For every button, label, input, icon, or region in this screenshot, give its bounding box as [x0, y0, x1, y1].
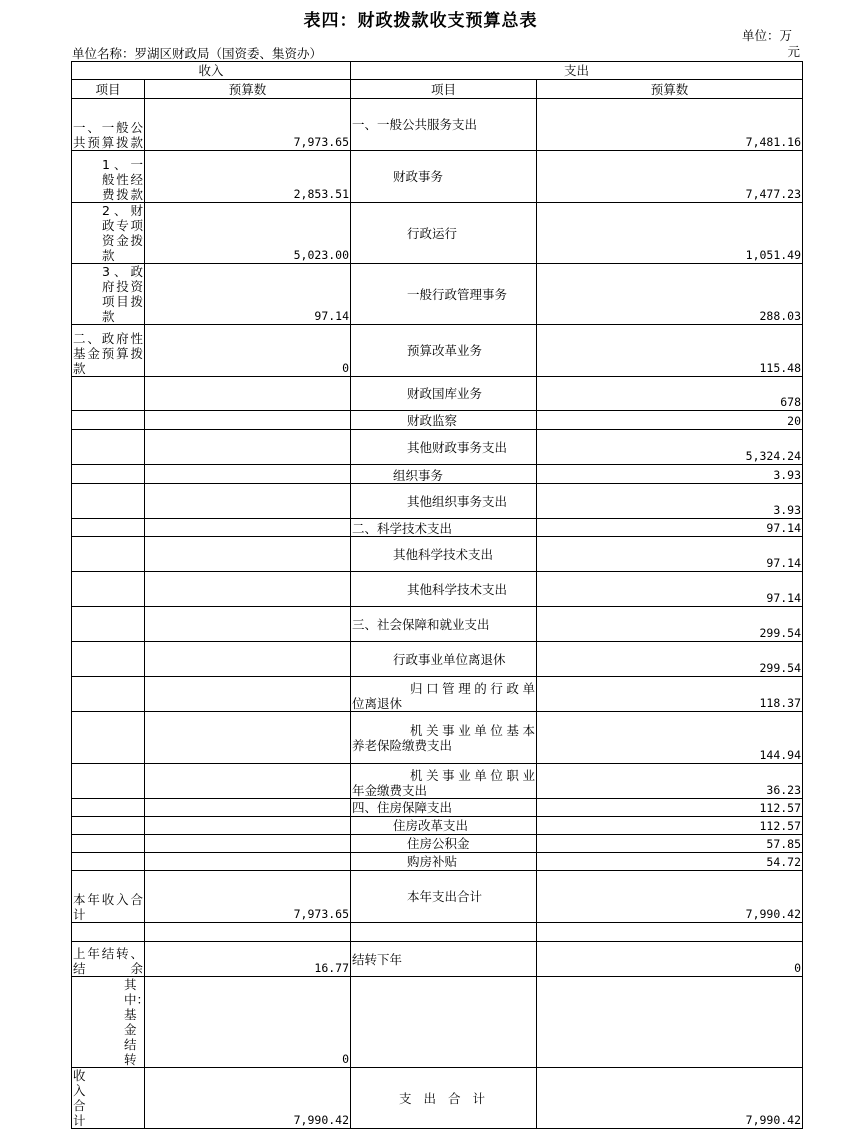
income-item: [72, 377, 145, 411]
income-amount: [145, 712, 351, 764]
expense-amount: 7,477.23: [537, 151, 803, 203]
expense-item-line1: 归口管理的行政单: [410, 681, 536, 696]
income-item: 收入合计: [72, 1068, 145, 1129]
expense-item: 其他科学技术支出: [351, 572, 537, 607]
budget-table: [71, 61, 803, 1129]
page-title: 表四：财政拨款收支预算总表: [303, 11, 538, 31]
expense-item: 结转下年: [351, 942, 537, 977]
table-row: [72, 799, 803, 817]
expense-amount: 288.03: [537, 264, 803, 325]
table-row: [72, 465, 803, 484]
table-row: [72, 430, 803, 465]
expense-item: 支出合计: [351, 1068, 537, 1129]
expense-item: 财政事务: [351, 151, 537, 203]
expense-item: 行政运行: [351, 203, 537, 264]
expense-amount: 144.94: [537, 712, 803, 764]
income-amount: 16.77: [145, 942, 351, 977]
unit-label-line1: 单位：万: [742, 28, 793, 43]
table-row: [72, 835, 803, 853]
table-row: [72, 411, 803, 430]
expense-item-line2: 养老保险缴费支出: [352, 737, 453, 753]
table-row: [72, 712, 803, 764]
table-row: [72, 203, 803, 264]
expense-amount: 36.23: [537, 764, 803, 799]
expense-amount: 3.93: [537, 465, 803, 484]
income-item: 1、一般性经费拨款: [72, 151, 145, 203]
expense-amount: 118.37: [537, 677, 803, 712]
income-item: 一、一般公共预算拨款: [72, 99, 145, 151]
income-amount: [145, 835, 351, 853]
income-amount: 97.14: [145, 264, 351, 325]
income-amount: [145, 377, 351, 411]
income-amount: [145, 607, 351, 642]
income-amount: 7,990.42: [145, 1068, 351, 1129]
expense-header: 支出: [351, 62, 803, 80]
expense-item: 其他科学技术支出: [351, 537, 537, 572]
income-item: 本年收入合计: [72, 871, 145, 923]
table-row: [72, 484, 803, 519]
expense-amount: 299.54: [537, 642, 803, 677]
unit-label: [742, 28, 802, 60]
table-header-row: [72, 62, 803, 80]
expense-item: 行政事业单位离退休: [351, 642, 537, 677]
income-amount: [145, 572, 351, 607]
expense-item: 其他财政事务支出: [351, 430, 537, 465]
expense-item-line2: 年金缴费支出: [352, 783, 428, 798]
income-amount: 7,973.65: [145, 871, 351, 923]
expense-amount: 7,481.16: [537, 99, 803, 151]
expense-amount: 5,324.24: [537, 430, 803, 465]
income-amount: 7,973.65: [145, 99, 351, 151]
table-row: [72, 99, 803, 151]
table-row: [72, 871, 803, 923]
table-row: [72, 572, 803, 607]
income-item: [72, 923, 145, 942]
expense-amount: [537, 977, 803, 1068]
expense-item: [351, 677, 537, 712]
expense-item: 三、社会保障和就业支出: [351, 607, 537, 642]
income-item: [72, 411, 145, 430]
expense-amount: 299.54: [537, 607, 803, 642]
table-row: [72, 764, 803, 799]
income-amount: [145, 642, 351, 677]
table-row: [72, 264, 803, 325]
income-amount: [145, 519, 351, 537]
expense-item: 一般行政管理事务: [351, 264, 537, 325]
expense-item-line1: 机关事业单位基本: [410, 722, 536, 738]
expense-amount: 3.93: [537, 484, 803, 519]
expense-item: 住房改革支出: [351, 817, 537, 835]
income-amount: [145, 817, 351, 835]
table-row: [72, 151, 803, 203]
income-amount: [145, 430, 351, 465]
income-item: 3、政府投资项目拨款: [72, 264, 145, 325]
income-amount: [145, 923, 351, 942]
expense-amount: 678: [537, 377, 803, 411]
income-item: [72, 465, 145, 484]
income-item: [72, 817, 145, 835]
income-item: [72, 764, 145, 799]
income-item: 二、政府性基金预算拨款: [72, 325, 145, 377]
expense-amount: 54.72: [537, 853, 803, 871]
expense-item: 预算改革业务: [351, 325, 537, 377]
expense-amount: 112.57: [537, 799, 803, 817]
expense-amount: 97.14: [537, 572, 803, 607]
unit-name: 单位名称：罗湖区财政局（国资委、集资办）: [72, 46, 323, 61]
table-row: [72, 607, 803, 642]
income-amount: [145, 677, 351, 712]
expense-item: 本年支出合计: [351, 871, 537, 923]
expense-item: [351, 712, 537, 764]
expense-amount: 1,051.49: [537, 203, 803, 264]
expense-item: 四、住房保障支出: [351, 799, 537, 817]
expense-item: [351, 977, 537, 1068]
expense-item: [351, 764, 537, 799]
table-subheader-row: [72, 80, 803, 99]
table-row: [72, 377, 803, 411]
income-amount: [145, 853, 351, 871]
expense-budget-header: 预算数: [537, 80, 803, 99]
income-item: [72, 484, 145, 519]
income-amount: [145, 764, 351, 799]
expense-item: 住房公积金: [351, 835, 537, 853]
expense-item-header: 项目: [351, 80, 537, 99]
table-row: [72, 942, 803, 977]
expense-amount: [537, 923, 803, 942]
income-item: [72, 712, 145, 764]
income-header: 收入: [72, 62, 351, 80]
income-amount: [145, 411, 351, 430]
expense-item: [351, 923, 537, 942]
expense-amount: 115.48: [537, 325, 803, 377]
expense-item-line2: 位离退休: [352, 696, 403, 711]
table-row: [72, 1068, 803, 1129]
expense-item: 购房补贴: [351, 853, 537, 871]
income-item: [72, 519, 145, 537]
income-item: [72, 642, 145, 677]
table-row: [72, 677, 803, 712]
income-item: [72, 799, 145, 817]
table-row: [72, 977, 803, 1068]
expense-amount: 7,990.42: [537, 871, 803, 923]
expense-item: 财政国库业务: [351, 377, 537, 411]
expense-amount: 57.85: [537, 835, 803, 853]
income-budget-header: 预算数: [145, 80, 351, 99]
income-item: 其中：基金结转: [72, 977, 145, 1068]
income-item: [72, 537, 145, 572]
income-amount: [145, 465, 351, 484]
income-item: [72, 607, 145, 642]
expense-amount: 97.14: [537, 519, 803, 537]
expense-amount: 7,990.42: [537, 1068, 803, 1129]
expense-amount: 112.57: [537, 817, 803, 835]
expense-item: 二、科学技术支出: [351, 519, 537, 537]
table-row: [72, 853, 803, 871]
income-amount: [145, 799, 351, 817]
income-item-header: 项目: [72, 80, 145, 99]
table-row: [72, 923, 803, 942]
expense-item: 财政监察: [351, 411, 537, 430]
expense-amount: 97.14: [537, 537, 803, 572]
income-amount: 0: [145, 325, 351, 377]
income-item: [72, 572, 145, 607]
income-amount: 2,853.51: [145, 151, 351, 203]
table-row: [72, 325, 803, 377]
income-item: 2、财政专项资金拨款: [72, 203, 145, 264]
expense-amount: 20: [537, 411, 803, 430]
income-item: [72, 677, 145, 712]
income-amount: 0: [145, 977, 351, 1068]
expense-amount: 0: [537, 942, 803, 977]
unit-label-line2: 元: [787, 44, 800, 59]
table-row: [72, 817, 803, 835]
income-item: [72, 853, 145, 871]
table-row: [72, 642, 803, 677]
expense-item-line1: 机关事业单位职业: [410, 768, 536, 783]
income-amount: [145, 484, 351, 519]
income-amount: [145, 537, 351, 572]
income-amount: 5,023.00: [145, 203, 351, 264]
income-item: [72, 430, 145, 465]
expense-item: 组织事务: [351, 465, 537, 484]
table-row: [72, 537, 803, 572]
expense-item: 其他组织事务支出: [351, 484, 537, 519]
expense-item: 一、一般公共服务支出: [351, 99, 537, 151]
income-item: 上年结转、结余: [72, 942, 145, 977]
income-item: [72, 835, 145, 853]
table-row: [72, 519, 803, 537]
